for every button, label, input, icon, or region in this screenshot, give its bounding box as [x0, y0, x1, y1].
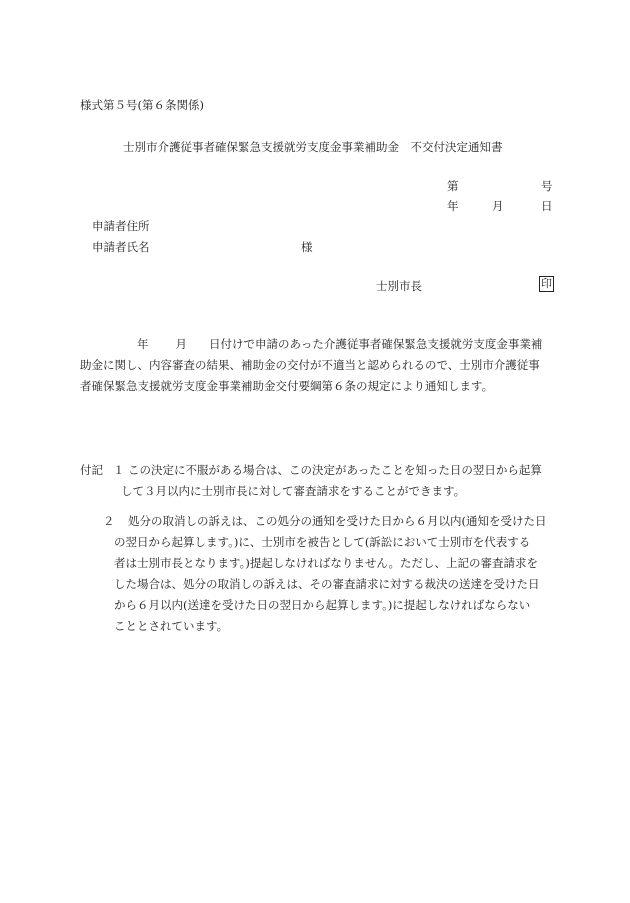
note-number-1: １	[113, 463, 125, 477]
body-month-label: 月	[175, 337, 187, 351]
note-2-line-2: の翌日から起算します。)に、士別市を被告として(訴訟において士別市を代表する	[114, 535, 531, 549]
honorific-sama: 様	[301, 240, 313, 254]
form-label: 様式第５号(第６条関係)	[80, 98, 204, 112]
body-year-label: 年	[137, 337, 149, 351]
applicant-address-label: 申請者住所	[92, 219, 150, 233]
body-paragraph-line-2: 助金に関し、内容審査の結果、補助金の交付が不適当と認められるので、士別市介護従事	[80, 358, 540, 372]
date-month-label: 月	[492, 199, 504, 213]
note-number-2: ２	[103, 514, 115, 528]
date-day-label: 日	[541, 199, 553, 213]
body-line-1-text: 日付けで申請のあった介護従事者確保緊急支援就労支度金事業補	[209, 337, 543, 351]
note-1-line-2: して３月以内に士別市長に対して審査請求をすることができます。	[121, 484, 466, 498]
note-2-line-5: から６月以内(送達を受けた日の翌日から起算します。)に提起しなければならない	[114, 598, 531, 612]
notes-heading: 付記	[80, 463, 103, 477]
date-year-label: 年	[447, 199, 459, 213]
seal-mark: 印	[541, 277, 552, 290]
issuer-title: 士別市長	[376, 279, 422, 293]
applicant-name-label: 申請者氏名	[92, 240, 150, 254]
note-1-line-1: この決定に不服がある場合は、この決定があったことを知った日の翌日から起算	[128, 463, 542, 477]
note-2-line-1: 処分の取消しの訴えは、この処分の通知を受けた日から６月以内(通知を受けた日	[128, 514, 547, 528]
body-paragraph-line-1	[137, 336, 542, 352]
body-paragraph-line-3: 者確保緊急支援就労支度金事業補助金交付要綱第６条の規定により通知します。	[80, 379, 494, 393]
note-2-line-4: した場合は、処分の取消しの訴えは、その審査請求に対する裁決の送達を受けた日	[114, 577, 540, 591]
document-number-suffix: 号	[541, 179, 553, 193]
document-number-prefix: 第	[447, 179, 459, 193]
note-2-line-3: 者は士別市長となります。)提起しなければなりません。ただし、上記の審査請求を	[114, 556, 539, 570]
document-title: 士別市介護従事者確保緊急支援就労支度金事業補助金 不交付決定通知書	[123, 140, 503, 154]
note-2-line-6: こととされています。	[114, 619, 229, 633]
